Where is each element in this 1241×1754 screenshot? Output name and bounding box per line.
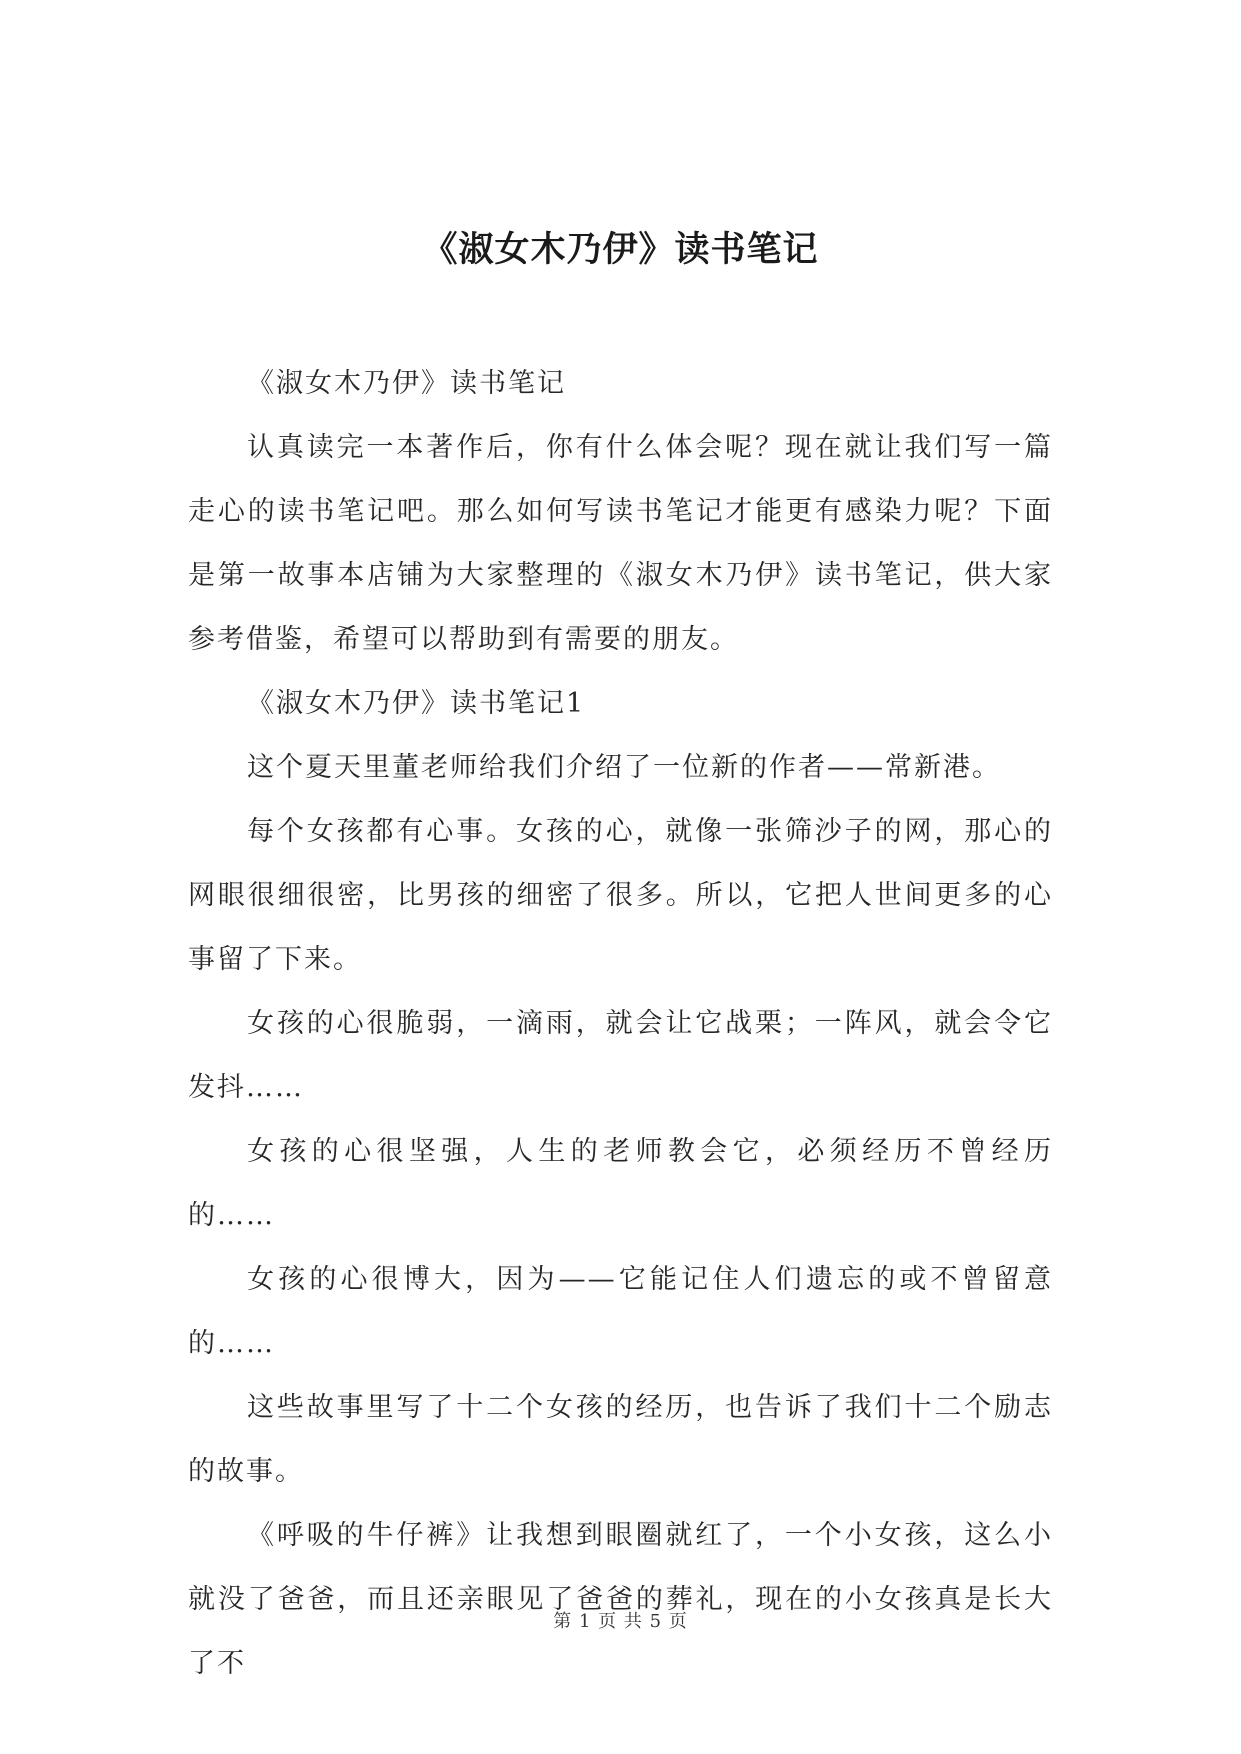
paragraph: 《淑女木乃伊》读书笔记1 — [247, 688, 586, 719]
page-footer: 第 1 页 共 5 页 — [553, 1611, 688, 1632]
paragraph: 女孩的心很博大，因为——它能记住人们遗忘的或不曾留意的…… — [188, 1264, 1053, 1359]
paragraph: 这个夏天里董老师给我们介绍了一位新的作者——常新港。 — [247, 752, 1001, 783]
paragraph: 每个女孩都有心事。女孩的心，就像一张筛沙子的网，那心的网眼很细很密，比男孩的细密了很多。所以，它把人世间更多的心事留了下来。 — [188, 816, 1053, 975]
document-title: 《淑女木乃伊》读书笔记 — [422, 229, 819, 270]
paragraph: 认真读完一本著作后，你有什么体会呢？现在就让我们写一篇走心的读书笔记吧。那么如何写读书笔记才能更有感染力呢？下面是第一故事本店铺为大家整理的《淑女木乃伊》读书笔记，供大家参考借鉴，希望可以帮助到有需要的朋友。 — [188, 432, 1053, 655]
paragraph: 《呼吸的牛仔裤》让我想到眼圈就红了，一个小女孩，这么小就没了爸爸，而且还亲眼见了爸爸的葬礼，现在的小女孩真是长大了不 — [188, 1520, 1053, 1679]
paragraph: 女孩的心很脆弱，一滴雨，就会让它战栗；一阵风，就会令它发抖…… — [188, 1008, 1053, 1103]
paragraph: 《淑女木乃伊》读书笔记 — [247, 368, 566, 399]
paragraph: 这些故事里写了十二个女孩的经历，也告诉了我们十二个励志的故事。 — [188, 1392, 1053, 1487]
document-body — [188, 352, 1053, 1696]
paragraph: 女孩的心很坚强，人生的老师教会它，必须经历不曾经历的…… — [188, 1136, 1053, 1231]
